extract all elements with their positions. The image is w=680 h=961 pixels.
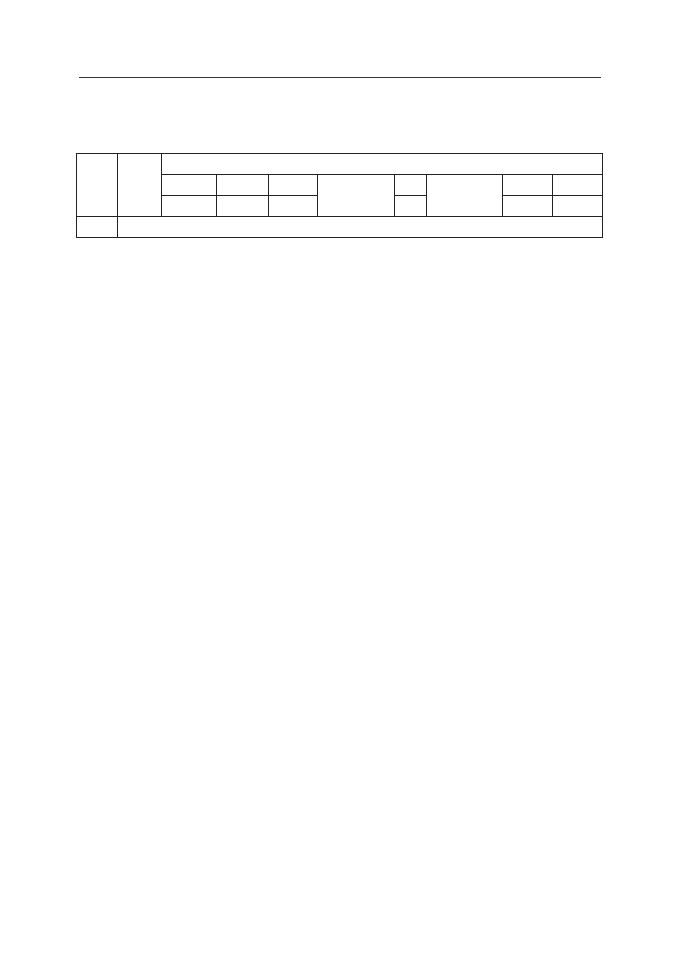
column-sign xyxy=(162,196,217,217)
column-header xyxy=(395,175,427,196)
column-header xyxy=(269,175,318,196)
column-header xyxy=(427,175,503,217)
column-sign xyxy=(503,196,553,217)
column-header xyxy=(162,175,217,196)
column-sign xyxy=(395,196,427,217)
column-header xyxy=(217,175,269,196)
column-sign xyxy=(269,196,318,217)
column-sign xyxy=(553,196,603,217)
note-text xyxy=(118,217,603,238)
header-main-indicators xyxy=(162,154,603,175)
column-header xyxy=(503,175,553,196)
header-category xyxy=(77,154,118,217)
note-label xyxy=(77,217,118,238)
header-grade xyxy=(118,154,162,217)
nutrition-spec-table xyxy=(76,153,603,238)
column-header xyxy=(553,175,603,196)
header-rule xyxy=(79,77,601,78)
column-header xyxy=(318,175,395,217)
column-sign xyxy=(217,196,269,217)
